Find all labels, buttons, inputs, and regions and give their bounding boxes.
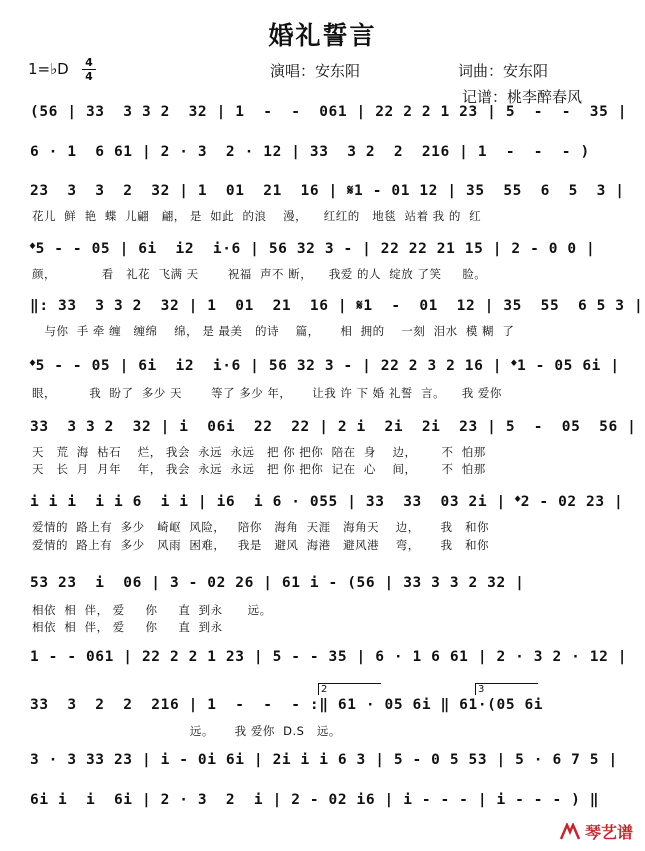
lyric-line-verse2: 爱情的 路上有 多少 风雨 困难， 我是 避风 海港 避风港 弯， 我 和你 xyxy=(32,538,489,552)
notation: 𝄌5 - - 05 | 6i i2 i·6 | 56 32 3 - | 22 22 21 15 | 2 - 0 0 | xyxy=(30,241,596,257)
lyric-line: 花儿 鲜 艳 蝶 儿翩 翩， 是 如此 的浪 漫， 红红的 地毯 站着 我 的 红 xyxy=(32,209,482,223)
notation: 3 · 3 33 23 | i - 0i 6i | 2i i i 6 3 | 5 - 0 5 53 | 5 · 6 7 5 | xyxy=(30,752,618,768)
scribe-credit: 记谱：桃李醉春风 xyxy=(462,88,583,106)
composer-credit: 词曲：安东阳 xyxy=(458,62,549,80)
lyric-line: 眼， 我 盼了 多少 天 等了 多少 年， 让我 许 下 婚 礼誓 言。 我 爱你 xyxy=(32,386,502,400)
notation: 𝄌5 - - 05 | 6i i2 i·6 | 56 32 3 - | 22 2 3 2 16 | 𝄌1 - 05 6i | xyxy=(30,358,620,374)
notation: 23 3 3 2 32 | 1 01 21 16 | 𝄋1 - 01 12 | 35 55 6 5 3 | xyxy=(30,183,625,199)
notation: (56 | 33 3 3 2 32 | 1 - - 061 | 22 2 2 1 23 | 5 - - 35 | xyxy=(30,104,628,120)
volta-bracket-2: 2 xyxy=(318,683,381,695)
song-title: 婚礼誓言 xyxy=(268,21,377,50)
lyric-line-verse1: 天 荒 海 枯石 烂， 我会 永远 永远 把 你 把你 陪在 身 边， 不 怕那 xyxy=(32,445,486,459)
notation: 33 3 3 2 32 | i 06i 22 22 | 2 i 2i 2i 23 | 5 - 05 56 | xyxy=(30,419,637,435)
notation: 1 - - 061 | 22 2 2 1 23 | 5 - - 35 | 6 · 1 6 61 | 2 · 3 2 · 12 | xyxy=(30,649,628,665)
notation: 53 23 i 06 | 3 - 02 26 | 61 i - (56 | 33 3 3 2 32 | xyxy=(30,575,525,591)
lyric-line-verse1: 爱情的 路上有 多少 崎岖 风险， 陪你 海角 天涯 海角天 边， 我 和你 xyxy=(32,520,489,534)
notation: ‖: 33 3 3 2 32 | 1 01 21 16 | 𝄋1 - 01 12 | 35 55 6 5 3 | xyxy=(30,298,644,314)
watermark-text: 琴艺谱 xyxy=(584,823,633,842)
notation: i i i i i 6 i i | i6 i 6 · 055 | 33 33 03 2i | 𝄌2 - 02 23 | xyxy=(30,494,624,510)
time-signature-top: 4 xyxy=(85,56,93,69)
lyric-line-verse1: 相依 相 伴， 爱 你 直 到永 远。 xyxy=(32,603,272,617)
lyric-line: 远。 我 爱你 D.S 远。 xyxy=(32,724,341,738)
qinyipu-logo-icon xyxy=(559,823,581,841)
key-signature: 1=♭D xyxy=(28,60,69,78)
watermark-logo xyxy=(559,820,633,843)
lyric-line: 颜， 看 礼花 飞满 天 祝福 声不 断， 我爱 的人 绽放 了笑 脸。 xyxy=(32,267,487,281)
volta-bracket-3: 3 xyxy=(475,683,538,695)
time-signature xyxy=(82,57,96,82)
lyric-line: 与你 手 牵 缠 缠绵 绵， 是 最美 的诗 篇， 相 拥的 一刻 泪水 模 糊 了 xyxy=(32,324,515,338)
time-signature-bottom: 4 xyxy=(85,70,93,83)
lyric-line-verse2: 天 长 月 月年 年， 我会 永远 永远 把 你 把你 记在 心 间， 不 怕那 xyxy=(32,462,486,476)
notation: 6i i i 6i | 2 · 3 2 i | 2 - 02 i6 | i - - - | i - - - ) ‖ xyxy=(30,792,600,808)
notation: 33 3 2 2 216 | 1 - - - :‖ 61 · 05 6i ‖ 61·(05 6i xyxy=(30,697,544,713)
lyric-line-verse2: 相依 相 伴， 爱 你 直 到永 xyxy=(32,620,223,634)
singer-credit: 演唱：安东阳 xyxy=(270,62,361,80)
notation: 6 · 1 6 61 | 2 · 3 2 · 12 | 33 3 2 2 216 | 1 - - - ) xyxy=(30,144,590,160)
